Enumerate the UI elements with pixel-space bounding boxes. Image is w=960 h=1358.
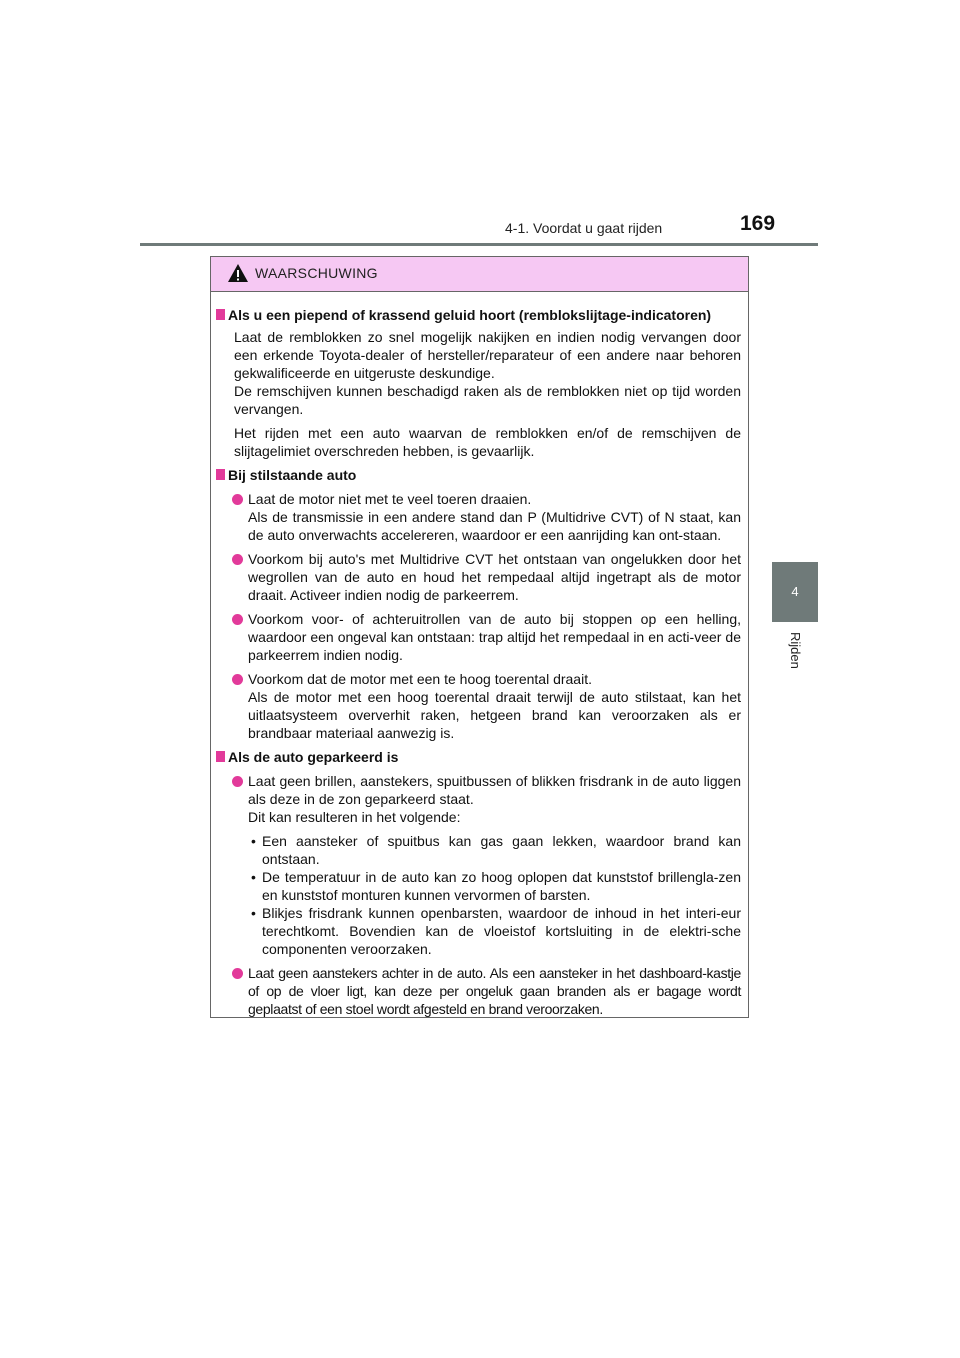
- circle-bullet-icon: [232, 614, 243, 625]
- warning-triangle-icon: [227, 263, 249, 283]
- circle-bullet-icon: [232, 494, 243, 505]
- chapter-label: Rijden: [788, 632, 803, 669]
- header-divider: [140, 243, 818, 246]
- bullet-dot-icon: •: [251, 869, 256, 885]
- sub-list-item: • Een aansteker of spuitbus kan gas gaan lekken, waardoor brand kan ontstaan.: [251, 833, 741, 867]
- warning-content: [211, 292, 748, 1018]
- warning-header: [211, 257, 748, 292]
- list-item: Voorkom dat de motor met een te hoog toerental draait. Als de motor met een hoog toerental draait terwijl de auto stilstaat, kan het uitlaatsysteem oververhit raken, hetgeen brand kan veroorzaken als er brandbaar materiaal aanwezig is.: [216, 670, 741, 742]
- bullet-dot-icon: •: [251, 905, 256, 921]
- list-item: Voorkom voor- of achteruitrollen van de auto bij stoppen op een helling, waardoor een ongeval kan ontstaan: trap altijd het rempedaal in en acti-veer de parkeerrem indien nodig.: [216, 610, 741, 664]
- paragraph: Het rijden met een auto waarvan de remblokken en/of de remschijven de slijtagelimiet overschreden hebben, is gevaarlijk.: [234, 425, 741, 459]
- list-item: Laat de motor niet met te veel toeren draaien. Als de transmissie in een andere stand dan P (Multidrive CVT) of N staat, kan de auto onverwachts accelereren, waardoor er een aanrijding kan ont-staan.: [216, 490, 741, 544]
- warning-box: [210, 256, 749, 1018]
- sub-list: [248, 832, 741, 958]
- sub-list-item: • Blikjes frisdrank kunnen openbarsten, waardoor de inhoud in het interi-eur terechtkomt. Bovendien kan de vloeistof kortsluiting in de elektri-sche componenten veroorzaken.: [251, 905, 741, 957]
- list-item: Voorkom bij auto's met Multidrive CVT het ontstaan van ongelukken door het wegrollen van de auto en houd het rempedaal altijd ingetrapt als de motor draait. Activeer indien nodig de parkeerrem.: [216, 550, 741, 604]
- section-heading: Als de auto geparkeerd is: [216, 748, 741, 766]
- page-number: 169: [740, 212, 776, 235]
- square-bullet-icon: [216, 751, 225, 762]
- square-bullet-icon: [216, 309, 225, 320]
- circle-bullet-icon: [232, 776, 243, 787]
- circle-bullet-icon: [232, 968, 243, 979]
- bullet-dot-icon: •: [251, 833, 256, 849]
- warning-title: WAARSCHUWING: [255, 265, 378, 281]
- section-heading: Bij stilstaande auto: [216, 466, 741, 484]
- square-bullet-icon: [216, 469, 225, 480]
- section-heading: Als u een piepend of krassend geluid hoort (remblokslijtage-indicatoren): [216, 306, 741, 324]
- circle-bullet-icon: [232, 674, 243, 685]
- section-title: 4-1. Voordat u gaat rijden: [505, 220, 663, 236]
- chapter-tab: 4: [772, 562, 818, 622]
- circle-bullet-icon: [232, 554, 243, 565]
- list-item: Laat geen brillen, aanstekers, spuitbussen of blikken frisdrank in de auto liggen als deze in de zon geparkeerd staat. Dit kan resulteren in het volgende:: [216, 772, 741, 826]
- paragraph: Laat de remblokken zo snel mogelijk nakijken en indien nodig vervangen door een erkende Toyota-dealer of hersteller/reparateur of een andere naar behoren gekwalificeerde en uitgeruste deskundige.: [234, 329, 741, 381]
- paragraph: De remschijven kunnen beschadigd raken als de remblokken niet op tijd worden vervangen.: [234, 383, 741, 417]
- list-item: Laat geen aanstekers achter in de auto. Als een aansteker in het dashboard-kastje of op de vloer ligt, kan deze per ongeluk gaan branden als er bagage wordt geplaatst of een stoel wordt afgesteld en brand veroorzaken.: [216, 964, 741, 1018]
- sub-list-item: • De temperatuur in de auto kan zo hoog oplopen dat kunststof brillengla-zen en kunststof monturen kunnen vervormen of barsten.: [251, 869, 741, 903]
